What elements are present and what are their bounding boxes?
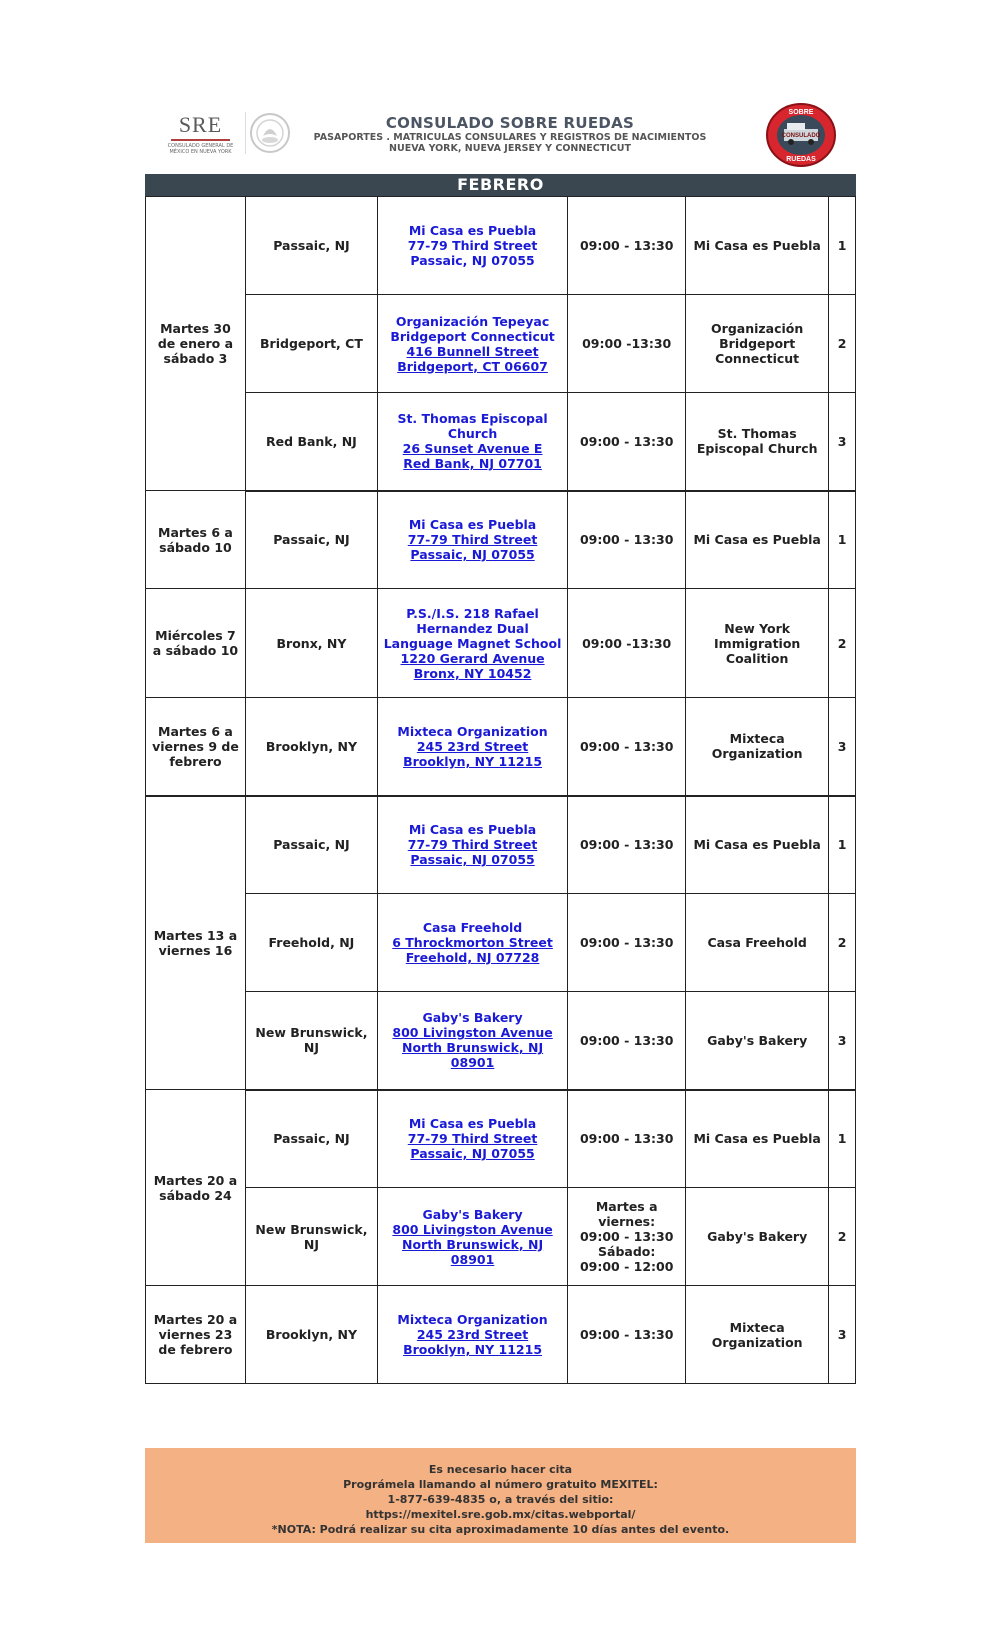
date-cell: Martes 6 a viernes 9 de febrero — [146, 698, 246, 796]
time-cell: 09:00 -13:30 — [568, 295, 686, 393]
time-cell: 09:00 - 13:30 — [568, 796, 686, 894]
organization-cell: New York Immigration Coalition — [686, 589, 829, 698]
organization-cell: Casa Freehold — [686, 894, 829, 992]
badge-top-text: SOBRE — [788, 109, 814, 116]
location-cell — [378, 1286, 568, 1384]
location-address-link[interactable]: 6 Throckmorton Street — [392, 935, 553, 950]
number-cell: 3 — [829, 698, 856, 796]
city-cell: New Brunswick, NJ — [245, 992, 377, 1090]
number-cell: 1 — [829, 796, 856, 894]
time-line: Martes a viernes: — [595, 1199, 658, 1229]
location-cell — [378, 796, 568, 894]
location-name: Organización Tepeyac Bridgeport Connecticut — [390, 313, 555, 344]
location-cell — [378, 992, 568, 1090]
organization-cell: Mi Casa es Puebla — [686, 491, 829, 589]
mexitel-phone[interactable]: 1-877-639-4835 o, a través del sitio: — [387, 1493, 614, 1506]
location-address-link[interactable]: Passaic, NJ 07055 — [410, 1146, 535, 1162]
table-row — [146, 589, 856, 698]
location-name: Gaby's Bakery — [422, 1010, 523, 1026]
header-title-block — [310, 114, 710, 154]
mexitel-url-link[interactable]: https://mexitel.sre.gob.mx/citas.webportal/ — [365, 1508, 636, 1521]
organization-cell: Gaby's Bakery — [686, 1188, 829, 1286]
location-name: Gaby's Bakery — [422, 1206, 523, 1222]
badge-mid-text: CONSULADO — [781, 133, 821, 139]
organization-cell: Mixteca Organization — [686, 1286, 829, 1384]
schedule-table — [145, 196, 856, 1384]
city-cell: New Brunswick, NJ — [245, 1188, 377, 1286]
number-cell: 2 — [829, 894, 856, 992]
city-cell: Red Bank, NJ — [245, 393, 377, 491]
time-cell: 09:00 - 13:30 — [568, 491, 686, 589]
page-subtitle-1: PASAPORTES . MATRICULAS CONSULARES Y REGISTROS DE NACIMIENTOS — [313, 132, 707, 143]
location-cell — [378, 894, 568, 992]
time-cell: 09:00 - 13:30 — [568, 992, 686, 1090]
location-address-link[interactable]: 26 Sunset Avenue E — [402, 441, 543, 457]
location-address-link[interactable]: North Brunswick, NJ 08901 — [401, 1236, 544, 1267]
location-cell — [378, 698, 568, 796]
number-cell: 1 — [829, 491, 856, 589]
date-cell: Miércoles 7 a sábado 10 — [146, 589, 246, 698]
location-name: Mi Casa es Puebla — [408, 223, 537, 238]
time-line: 09:00 - 13:30 — [579, 1229, 674, 1244]
number-cell: 1 — [829, 197, 856, 295]
city-cell: Passaic, NJ — [245, 197, 377, 295]
organization-cell: St. Thomas Episcopal Church — [686, 393, 829, 491]
location-address-link[interactable]: 416 Bunnell Street — [406, 343, 539, 359]
time-cell: 09:00 - 13:30 — [568, 197, 686, 295]
table-row — [146, 698, 856, 796]
time-line: 09:00 - 12:00 — [579, 1259, 674, 1274]
time-cell: 09:00 - 13:30 — [568, 894, 686, 992]
location-name: Mi Casa es Puebla — [408, 822, 537, 838]
page-title: CONSULADO SOBRE RUEDAS — [385, 114, 635, 132]
organization-cell: Gaby's Bakery — [686, 992, 829, 1090]
sre-logo — [153, 112, 248, 155]
page-header — [145, 100, 855, 170]
location-address-link[interactable]: 77-79 Third Street — [407, 837, 538, 853]
consulado-sobre-ruedas-badge — [765, 103, 837, 167]
organization-cell: Mi Casa es Puebla — [686, 796, 829, 894]
date-cell: Martes 30 de enero a sábado 3 — [146, 197, 246, 491]
organization-cell: Mi Casa es Puebla — [686, 197, 829, 295]
location-address-link[interactable]: Bridgeport, CT 06607 — [397, 358, 548, 374]
sre-logo-bar — [171, 139, 230, 141]
location-address-link[interactable]: Passaic, NJ 07055 — [410, 852, 535, 868]
time-line: Sábado: — [598, 1244, 656, 1259]
page-subtitle-2: NUEVA YORK, NUEVA JERSEY Y CONNECTICUT — [389, 143, 631, 154]
number-cell: 1 — [829, 1090, 856, 1188]
location-address-link[interactable]: North Brunswick, NJ 08901 — [401, 1040, 544, 1071]
city-cell: Bronx, NY — [245, 589, 377, 698]
location-address-line[interactable]: Passaic, NJ 07055 — [410, 253, 535, 268]
number-cell: 2 — [829, 1188, 856, 1286]
location-cell — [378, 1188, 568, 1286]
table-row — [146, 1286, 856, 1384]
location-address-link[interactable]: 800 Livingston Avenue — [392, 1221, 553, 1237]
date-cell: Martes 20 a viernes 23 de febrero — [146, 1286, 246, 1384]
number-cell: 3 — [829, 393, 856, 491]
location-name: Mi Casa es Puebla — [408, 517, 537, 533]
table-row — [146, 1188, 856, 1286]
time-cell — [568, 1188, 686, 1286]
location-cell — [378, 589, 568, 698]
table-row — [146, 1090, 856, 1188]
sre-logo-subtitle-2: MÉXICO EN NUEVA YORK — [169, 149, 232, 155]
time-cell: 09:00 -13:30 — [568, 589, 686, 698]
time-cell: 09:00 - 13:30 — [568, 1090, 686, 1188]
location-name: Casa Freehold — [422, 920, 523, 935]
location-address-link[interactable]: Freehold, NJ 07728 — [405, 950, 540, 965]
sre-logo-subtitle-1: CONSULADO GENERAL DE — [167, 143, 234, 149]
location-address-link[interactable]: 245 23rd Street — [416, 738, 529, 754]
location-address-link[interactable]: 77-79 Third Street — [407, 1131, 538, 1147]
location-address-link[interactable]: 800 Livingston Avenue — [392, 1025, 553, 1041]
number-cell: 2 — [829, 295, 856, 393]
table-row — [146, 894, 856, 992]
organization-cell: Mi Casa es Puebla — [686, 1090, 829, 1188]
number-cell: 3 — [829, 1286, 856, 1384]
city-cell: Bridgeport, CT — [245, 295, 377, 393]
location-address-link[interactable]: Brooklyn, NY 11215 — [403, 753, 543, 769]
location-name: Mixteca Organization — [397, 723, 548, 739]
number-cell: 3 — [829, 992, 856, 1090]
city-cell: Brooklyn, NY — [245, 1286, 377, 1384]
location-address-link[interactable]: 245 23rd Street — [416, 1327, 529, 1342]
location-address-link[interactable]: Red Bank, NJ 07701 — [403, 456, 542, 472]
time-cell: 09:00 - 13:30 — [568, 1286, 686, 1384]
notice-line: Prográmela llamando al número gratuito MEXITEL: — [343, 1478, 658, 1491]
badge-bottom-text: RUEDAS — [786, 156, 816, 163]
location-name: Mi Casa es Puebla — [408, 1116, 537, 1132]
location-address-link[interactable]: 1220 Gerard Avenue — [400, 650, 545, 666]
table-row — [146, 491, 856, 589]
date-cell: Martes 20 a sábado 24 — [146, 1090, 246, 1286]
sre-logo-text: SRE — [178, 112, 223, 137]
city-cell: Passaic, NJ — [245, 491, 377, 589]
date-cell: Martes 13 a viernes 16 — [146, 796, 246, 1090]
location-cell — [378, 197, 568, 295]
date-cell: Martes 6 a sábado 10 — [146, 491, 246, 589]
city-cell: Passaic, NJ — [245, 1090, 377, 1188]
table-row — [146, 393, 856, 491]
location-cell — [378, 393, 568, 491]
notice-note: *NOTA: Podrá realizar su cita aproximadamente 10 días antes del evento. — [271, 1523, 730, 1536]
table-row — [146, 992, 856, 1090]
location-name: St. Thomas Episcopal Church — [397, 411, 548, 442]
city-cell: Passaic, NJ — [245, 796, 377, 894]
location-address-link[interactable]: Bronx, NY 10452 — [413, 665, 532, 681]
time-cell: 09:00 - 13:30 — [568, 698, 686, 796]
city-cell: Brooklyn, NY — [245, 698, 377, 796]
table-row — [146, 796, 856, 894]
month-header: FEBRERO — [145, 174, 856, 196]
location-cell — [378, 295, 568, 393]
location-name: P.S./I.S. 218 Rafael Hernandez Dual Language Magnet School — [383, 605, 562, 651]
location-address-link[interactable]: 77-79 Third Street — [407, 532, 538, 548]
city-cell: Freehold, NJ — [245, 894, 377, 992]
location-address-link[interactable]: Passaic, NJ 07055 — [410, 547, 535, 563]
location-cell — [378, 491, 568, 589]
organization-cell: Organización Bridgeport Connecticut — [686, 295, 829, 393]
time-cell: 09:00 - 13:30 — [568, 393, 686, 491]
notice-line: Es necesario hacer cita — [428, 1463, 573, 1476]
location-address-line[interactable]: 77-79 Third Street — [407, 238, 538, 253]
organization-cell: Mixteca Organization — [686, 698, 829, 796]
appointment-notice — [145, 1448, 856, 1543]
table-row — [146, 295, 856, 393]
location-name: Mixteca Organization — [397, 1312, 548, 1327]
number-cell: 2 — [829, 589, 856, 698]
mexico-seal-icon — [245, 110, 291, 156]
table-row — [146, 197, 856, 295]
location-address-link[interactable]: Brooklyn, NY 11215 — [403, 1342, 543, 1357]
location-cell — [378, 1090, 568, 1188]
